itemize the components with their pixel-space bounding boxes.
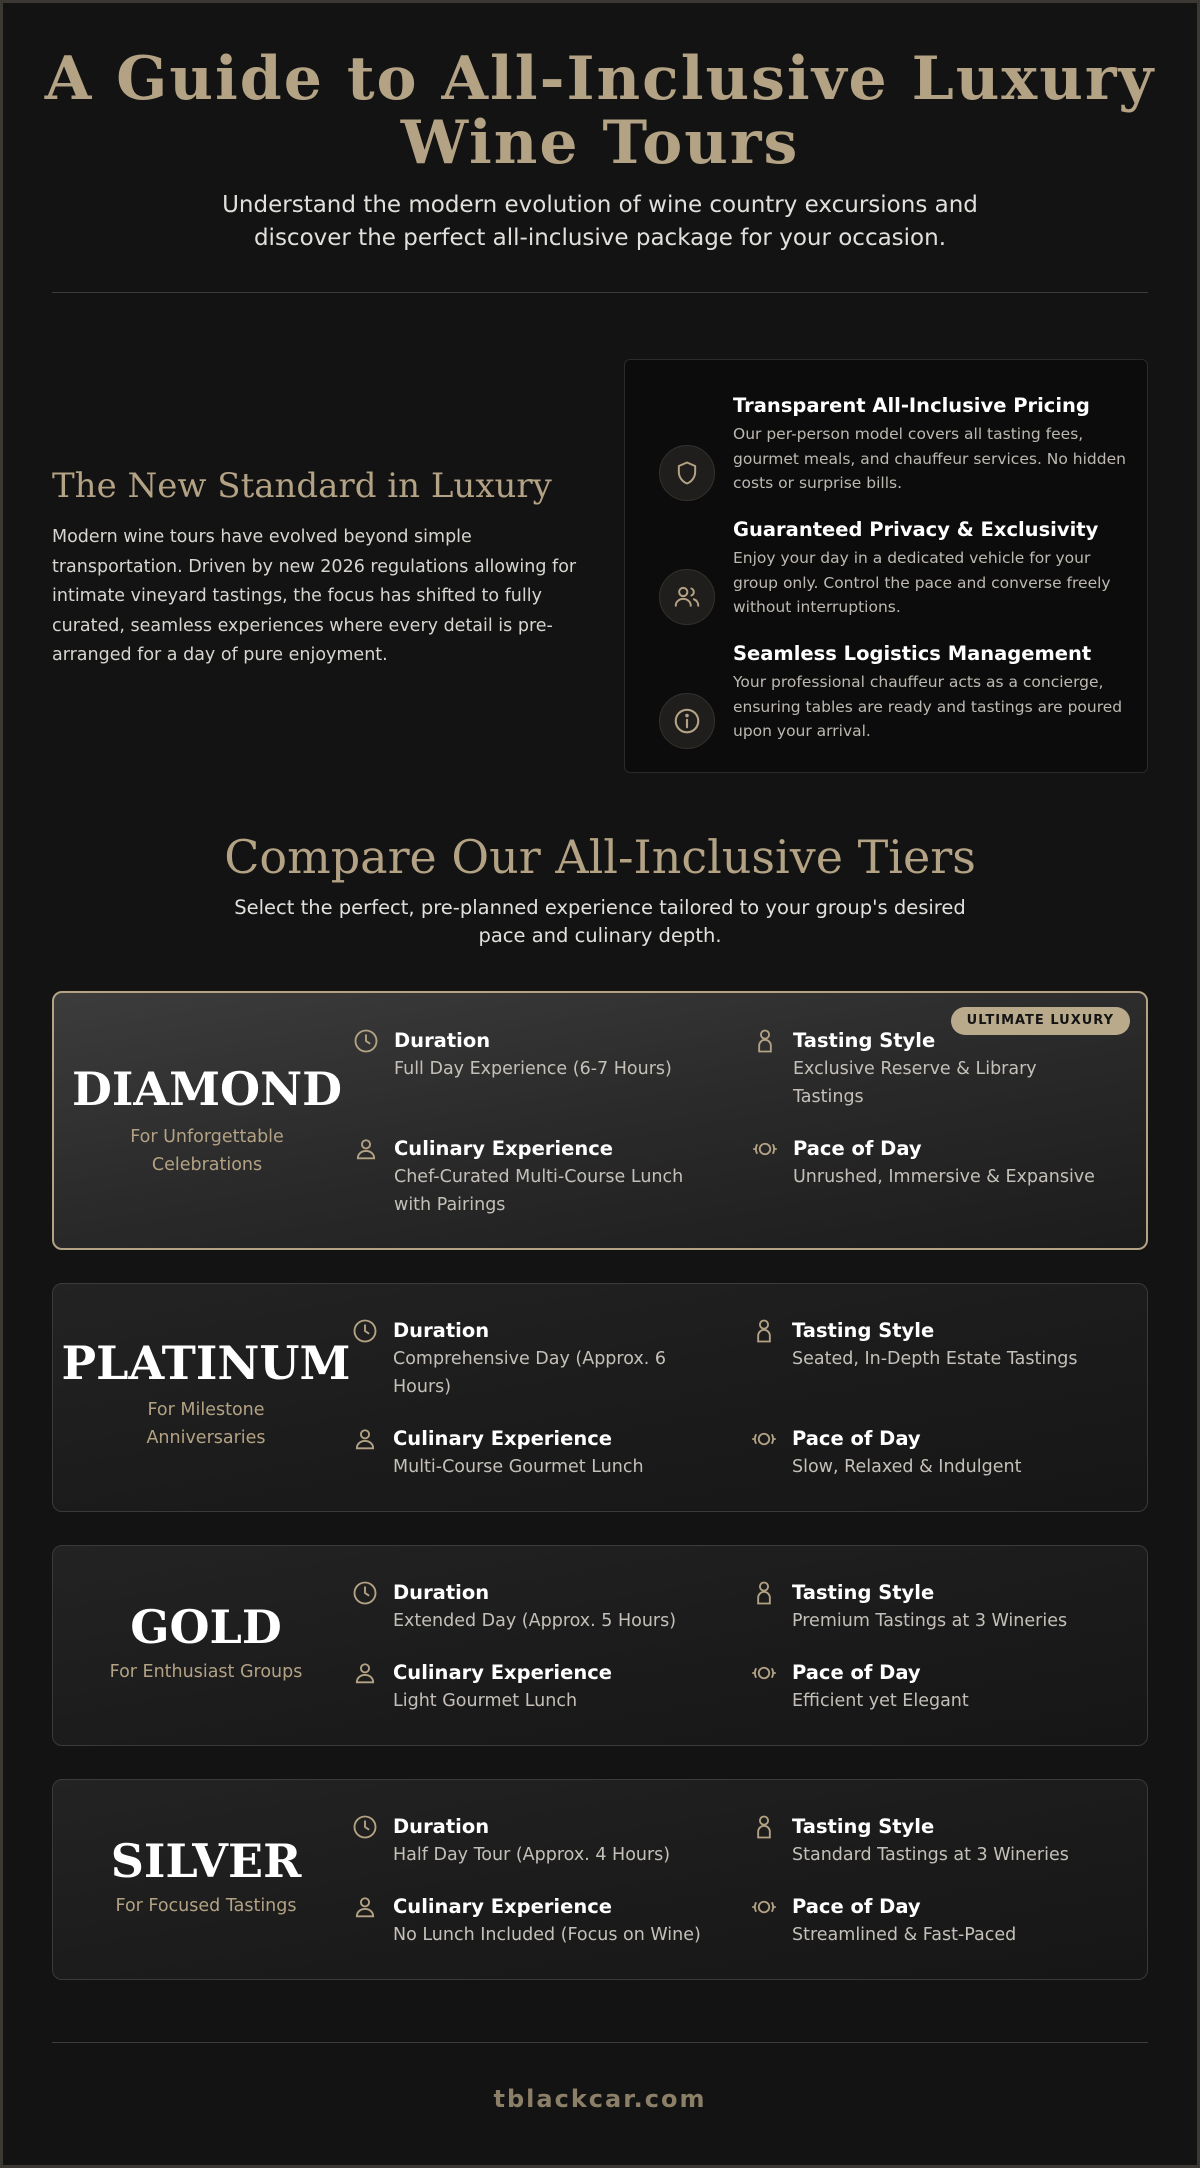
pace-icon xyxy=(750,1893,778,1921)
user-icon xyxy=(352,1135,380,1163)
clock-icon xyxy=(352,1027,380,1055)
info-icon xyxy=(659,693,715,749)
feature-logistics xyxy=(625,642,1149,752)
attr-label: Culinary Experience xyxy=(393,1661,612,1684)
user-icon xyxy=(351,1425,379,1453)
tier-name: DIAMOND xyxy=(71,1062,343,1116)
tier-tagline: For Milestone Anniversaries xyxy=(146,1400,266,1448)
wine-glass-icon xyxy=(751,1027,779,1055)
attr-value: Slow, Relaxed & Indulgent xyxy=(792,1457,1022,1477)
tier-card-diamond[interactable] xyxy=(52,991,1148,1250)
pace-icon xyxy=(751,1135,779,1163)
pace-icon xyxy=(750,1425,778,1453)
user-icon xyxy=(351,1659,379,1687)
tier-name: GOLD xyxy=(130,1600,282,1654)
features-panel xyxy=(624,359,1148,773)
attr-value: Chef-Curated Multi-Course Lunch with Pairings xyxy=(394,1167,684,1215)
wine-glass-icon xyxy=(750,1317,778,1345)
tier-card-platinum[interactable] xyxy=(52,1283,1148,1512)
feature-text: Our per-person model covers all tasting fees, gourmet meals, and chauffeur services. No hidden costs or surprise bills. xyxy=(733,425,1126,492)
compare-title: Compare Our All-Inclusive Tiers xyxy=(224,830,976,884)
clock-icon xyxy=(351,1317,379,1345)
feature-pricing xyxy=(625,394,1149,504)
attr-label: Pace of Day xyxy=(793,1137,922,1160)
attr-label: Duration xyxy=(393,1815,490,1838)
tier-badge: ULTIMATE LUXURY xyxy=(951,1007,1130,1035)
page-title: A Guide to All-Inclusive Luxury Wine Tours xyxy=(44,44,1156,178)
attr-label: Pace of Day xyxy=(792,1895,921,1918)
attr-label: Culinary Experience xyxy=(393,1427,612,1450)
attr-value: Extended Day (Approx. 5 Hours) xyxy=(393,1611,677,1631)
page xyxy=(3,3,1197,2165)
attr-label: Tasting Style xyxy=(792,1815,935,1838)
attr-value: Exclusive Reserve & Library Tastings xyxy=(793,1059,1037,1107)
divider xyxy=(52,2042,1148,2043)
attr-value: Multi-Course Gourmet Lunch xyxy=(393,1457,644,1477)
attr-value: Efficient yet Elegant xyxy=(792,1691,969,1711)
feature-text: Enjoy your day in a dedicated vehicle for your group only. Control the pace and converse freely without interruptions. xyxy=(733,549,1111,616)
clock-icon xyxy=(351,1813,379,1841)
tier-name: SILVER xyxy=(110,1834,302,1888)
standard-body: Modern wine tours have evolved beyond simple transportation. Driven by new 2026 regulations allowing for intimate vineyard tastings, the focus has shifted to fully curated, seamless experiences where every detail is pre-arranged for a day of pure enjoyment. xyxy=(52,527,577,665)
clock-icon xyxy=(351,1579,379,1607)
page-subtitle: Understand the modern evolution of wine country excursions and discover the perfect all-inclusive package for your occasion. xyxy=(222,192,978,251)
attr-label: Duration xyxy=(393,1581,490,1604)
attr-value: Premium Tastings at 3 Wineries xyxy=(792,1611,1068,1631)
wine-glass-icon xyxy=(750,1813,778,1841)
attr-label: Culinary Experience xyxy=(393,1895,612,1918)
attr-label: Pace of Day xyxy=(792,1661,921,1684)
tier-tagline: For Unforgettable Celebrations xyxy=(130,1127,284,1175)
attr-label: Culinary Experience xyxy=(394,1137,613,1160)
attr-label: Tasting Style xyxy=(792,1581,935,1604)
tier-name: PLATINUM xyxy=(61,1336,351,1390)
compare-subtitle: Select the perfect, pre-planned experience tailored to your group's desired pace and culinary depth. xyxy=(234,896,966,947)
attr-value: Light Gourmet Lunch xyxy=(393,1691,578,1711)
pace-icon xyxy=(750,1659,778,1687)
feature-title: Transparent All-Inclusive Pricing xyxy=(733,394,1090,417)
feature-privacy xyxy=(625,518,1149,628)
attr-value: Full Day Experience (6-7 Hours) xyxy=(394,1059,672,1079)
footer-brand-link[interactable]: tblackcar.com xyxy=(493,2085,707,2113)
attr-value: Standard Tastings at 3 Wineries xyxy=(792,1845,1069,1865)
attr-label: Pace of Day xyxy=(792,1427,921,1450)
tier-card-silver[interactable] xyxy=(52,1779,1148,1980)
users-icon xyxy=(659,569,715,625)
tier-card-gold[interactable] xyxy=(52,1545,1148,1746)
wine-glass-icon xyxy=(750,1579,778,1607)
shield-icon xyxy=(659,445,715,501)
user-icon xyxy=(351,1893,379,1921)
tier-tagline: For Enthusiast Groups xyxy=(109,1662,303,1682)
feature-title: Guaranteed Privacy & Exclusivity xyxy=(733,518,1099,541)
divider xyxy=(52,292,1148,293)
attr-label: Tasting Style xyxy=(792,1319,935,1342)
attr-value: Half Day Tour (Approx. 4 Hours) xyxy=(393,1845,671,1865)
standard-title: The New Standard in Luxury xyxy=(52,466,552,506)
attr-value: No Lunch Included (Focus on Wine) xyxy=(393,1925,701,1945)
attr-value: Seated, In-Depth Estate Tastings xyxy=(792,1349,1078,1369)
attr-value: Streamlined & Fast-Paced xyxy=(792,1925,1017,1945)
tier-tagline: For Focused Tastings xyxy=(115,1896,297,1916)
attr-value: Comprehensive Day (Approx. 6 Hours) xyxy=(393,1349,667,1397)
attr-value: Unrushed, Immersive & Expansive xyxy=(793,1167,1095,1187)
feature-text: Your professional chauffeur acts as a concierge, ensuring tables are ready and tastings are poured upon your arrival. xyxy=(733,673,1123,740)
attr-label: Duration xyxy=(394,1029,491,1052)
attr-label: Tasting Style xyxy=(793,1029,936,1052)
feature-title: Seamless Logistics Management xyxy=(733,642,1092,665)
attr-label: Duration xyxy=(393,1319,490,1342)
